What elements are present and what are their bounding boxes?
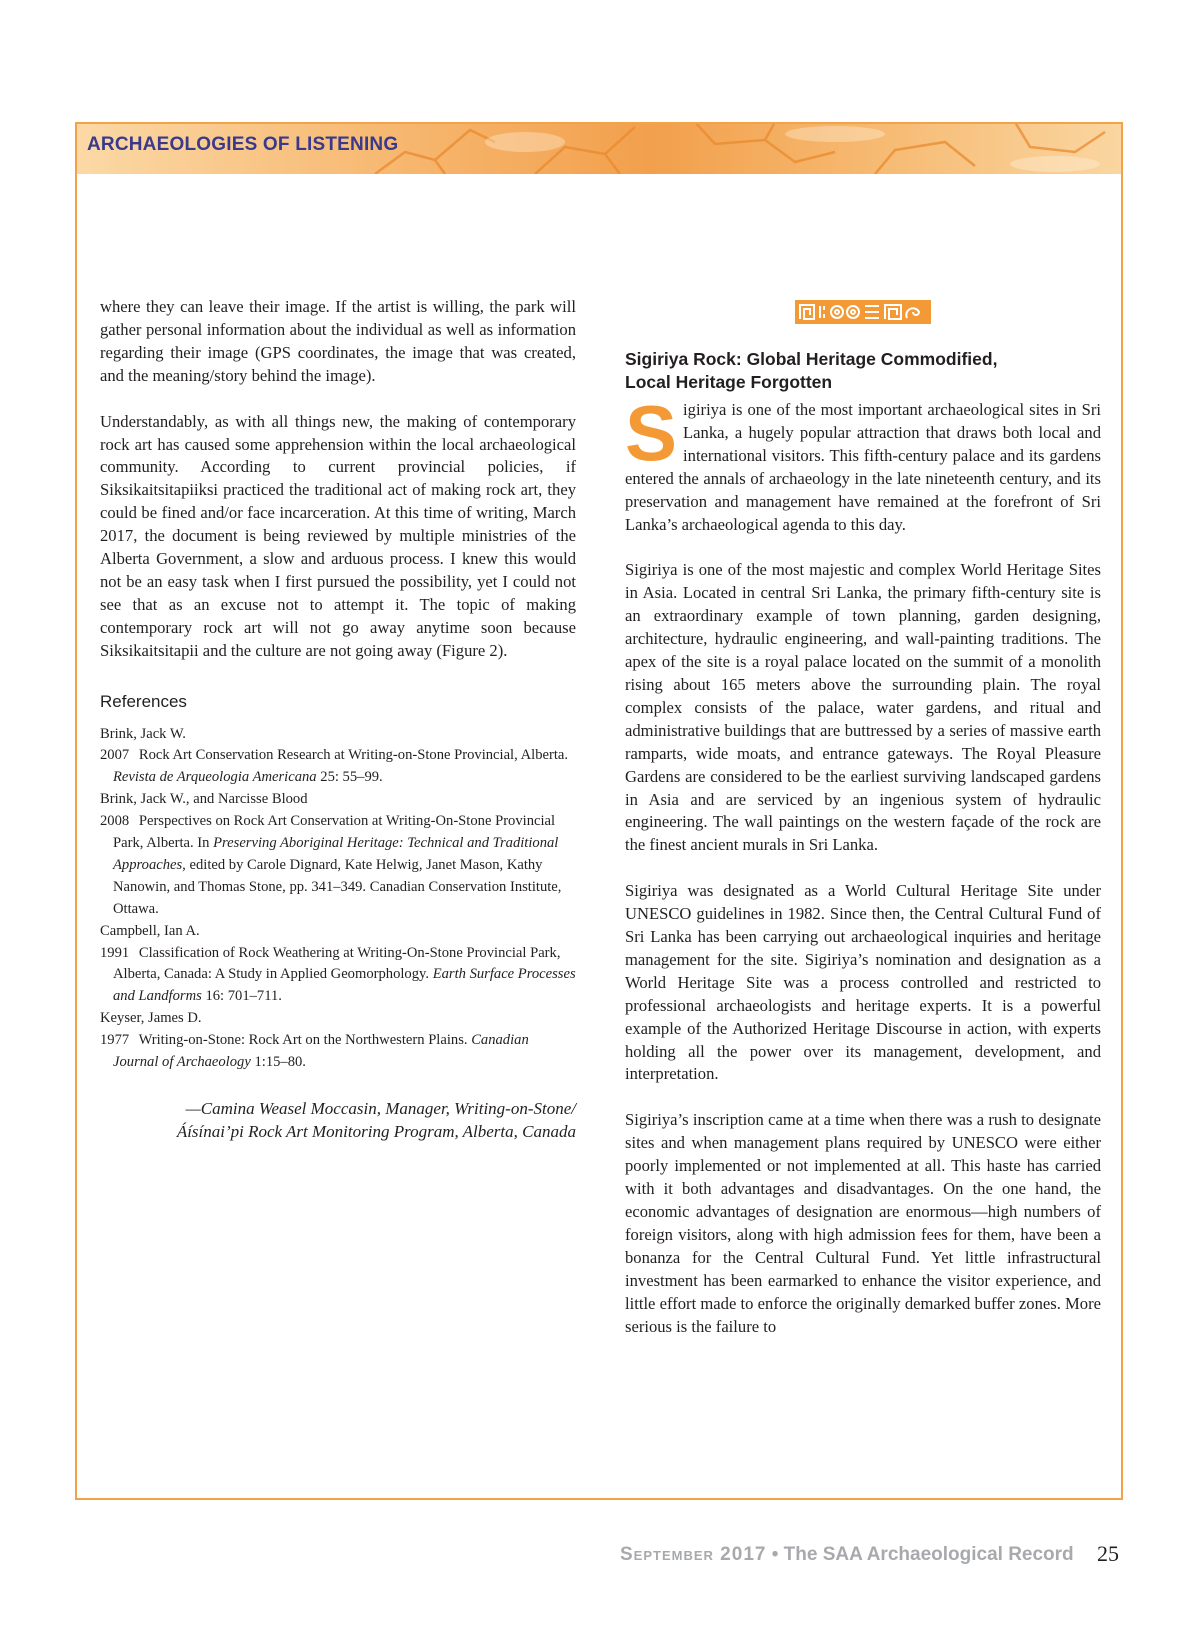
- author-byline: [100, 1098, 576, 1144]
- byline-line: —Camina Weasel Moccasin, Manager, Writing-on-Stone/: [185, 1099, 576, 1118]
- reference-journal: Revista de Arqueologia Americana: [113, 769, 317, 786]
- drop-cap: S: [625, 389, 678, 477]
- reference-journal: Earth Surface Processes and Landforms: [113, 966, 576, 1005]
- intro-paragraph: [625, 389, 1101, 536]
- reference-author: Brink, Jack W.: [100, 725, 186, 742]
- reference-year: 2007: [100, 747, 130, 764]
- reference-text: Perspectives on Rock Art Conservation at Writing-On-Stone Provincial Park, Alberta. In: [113, 813, 556, 852]
- section-title: ARCHAEOLOGIES OF LISTENING: [87, 134, 399, 155]
- reference-author: Campbell, Ian A.: [100, 922, 200, 939]
- right-column: [625, 300, 1101, 1338]
- reference-journal: Canadian Journal of Archaeology: [113, 1032, 529, 1071]
- reference-tail: 16: 701–711.: [205, 988, 282, 1005]
- reference-entry: [100, 1030, 576, 1074]
- reference-text: Rock Art Conservation Research at Writing-on-Stone Provincial, Alberta.: [138, 747, 569, 764]
- reference-text: Classification of Rock Weathering at Writing-On-Stone Provincial Park, Alberta, Canada: A Study in Applied Geomorphology.: [113, 944, 561, 983]
- footer-publication: The SAA Archaeological Record: [783, 1544, 1074, 1565]
- decorative-ornament-icon: [795, 300, 931, 324]
- reference-year: 2008: [100, 813, 130, 830]
- article-title: [625, 348, 1101, 393]
- reference-text: Writing-on-Stone: Rock Art on the Northwestern Plains.: [138, 1032, 468, 1049]
- article-title-line: Local Heritage Forgotten: [625, 371, 833, 392]
- reference-year: 1991: [100, 944, 130, 961]
- references-list: [100, 724, 576, 1075]
- body-paragraph: Sigiriya is one of the most majestic and complex World Heritage Sites in Asia. Located in central Sri Lanka, the primary fifth-century site is an extraordinary example of town planning, garden designing, architecture, hydraulic engineering, and wall-painting traditions. The apex of the site is a royal palace located on the summit of a monolith rising about 165 meters above the surrounding plain. The royal complex consists of the palace, water gardens, and ritual and administrative buildings that are buttressed by a series of massive earth ramparts, wide moats, and entrance gateways. The Royal Pleasure Gardens are considered to be the earliest surviving landscaped gardens in Asia and are serviced by an ingenious system of hydraulic engineering. The wall paintings on the western façade of the rock are the finest ancient murals in Sri Lanka.: [625, 560, 1101, 855]
- footer-issue-date: September 2017: [620, 1544, 767, 1565]
- reference-author: Keyser, James D.: [100, 1010, 202, 1027]
- page-footer: [620, 1544, 1074, 1566]
- reference-tail: 1:15–80.: [254, 1054, 306, 1071]
- page-number: 25: [1097, 1541, 1119, 1566]
- article-title-line: Sigiriya Rock: Global Heritage Commodified,: [625, 349, 998, 369]
- left-column: [100, 296, 576, 1144]
- byline-line: Áísínai’pi Rock Art Monitoring Program, Alberta, Canada: [176, 1121, 576, 1141]
- intro-paragraph-text: igiriya is one of the most important archaeological sites in Sri Lanka, a hugely popular attraction that draws both local and international visitors. This fifth-century palace and its gardens entered the annals of archaeology in the late nineteenth century, and its preservation and management have remained at the forefront of Sri Lanka’s archaeological agenda to this day.: [625, 400, 1101, 534]
- reference-journal: Preserving Aboriginal Heritage: Technical and Traditional Approaches,: [113, 835, 559, 873]
- footer-bullet: •: [771, 1544, 779, 1565]
- body-paragraph: Sigiriya was designated as a World Cultural Heritage Site under UNESCO guidelines in 1982. Since then, the Central Cultural Fund of Sri Lanka has been carrying out archaeological inquiries and heritage management for the site. Sigiriya’s nomination and designation as a World Heritage Site was a process controlled and restricted to professional archaeologists and heritage experts. It is a powerful example of the Authorized Heritage Discourse in action, with experts holding all the power over its management, development, and interpretation.: [625, 881, 1101, 1084]
- reference-author: Brink, Jack W., and Narcisse Blood: [100, 791, 308, 808]
- body-paragraph: where they can leave their image. If the artist is willing, the park will gather personal information about the individual as well as information regarding their image (GPS coordinates, the image that was created, and the meaning/story behind the image).: [100, 297, 576, 385]
- reference-tail: 25: 55–99.: [320, 769, 383, 786]
- reference-entry: [100, 943, 576, 1009]
- body-paragraph: Sigiriya’s inscription came at a time when there was a rush to designate sites and when management plans required by UNESCO were either poorly implemented or not implemented at all. This haste has carried with it both advantages and disadvantages. On the one hand, the economic advantages of designation are enormous—high numbers of foreign visitors, along with high admission fees for them, have been a bonanza for the Central Cultural Fund. Yet little infrastructural investment has been earmarked to enhance the visitor experience, and little effort made to enforce the originally demarked buffer zones. More serious is the failure to: [625, 1110, 1101, 1336]
- reference-year: 1977: [100, 1032, 130, 1049]
- references-heading: References: [100, 691, 187, 711]
- reference-tail: edited by Carole Dignard, Kate Helwig, Janet Mason, Kathy Nanowin, and Thomas Stone, pp. 341–349. Canadian Conservation Institute, Ottawa.: [113, 856, 562, 917]
- body-paragraph: Understandably, as with all things new, the making of contemporary rock art has caused some apprehension within the local archaeological community. According to current provincial policies, if Siksikaitsitapiiksi practiced the traditional act of making rock art, they could be fined and/or face incarceration. At this time of writing, March 2017, the document is being reviewed by multiple ministries of the Alberta Government, a slow and arduous process. I knew this would not be an easy task when I first pursued the possibility, yet I could not see that as an excuse not to attempt it. The topic of making contemporary rock art will not go away anytime soon because Siksikaitsitapii and the culture are not going away (Figure 2).: [100, 411, 576, 660]
- reference-entry: [100, 811, 576, 921]
- reference-entry: [100, 745, 576, 789]
